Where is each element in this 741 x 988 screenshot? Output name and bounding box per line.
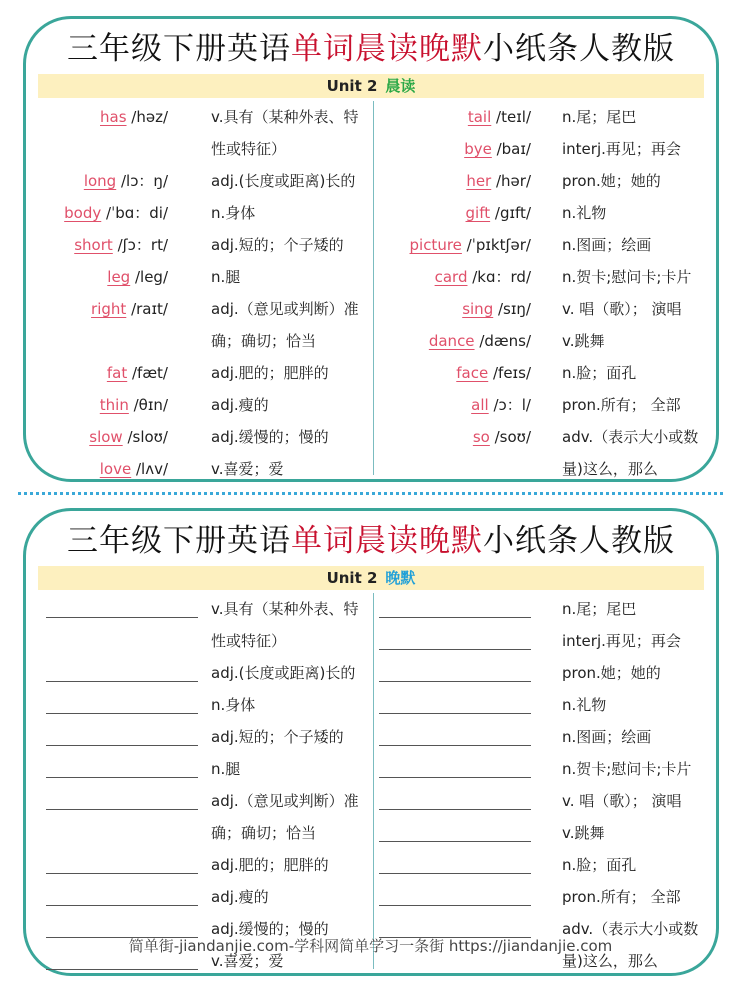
answer-blank[interactable] xyxy=(379,905,531,907)
phonetic: /lʌv/ xyxy=(131,460,168,478)
phonetic: /həz/ xyxy=(126,108,168,126)
meaning-text: n.图画；绘画 xyxy=(562,728,652,746)
unit-bar xyxy=(38,566,704,590)
phonetic: /gɪft/ xyxy=(490,204,531,222)
card-title: 三年级下册英语单词晨读晚默小纸条人教版 xyxy=(67,523,675,559)
phonetic: /leg/ xyxy=(130,268,168,286)
right-row xyxy=(26,325,716,357)
meaning-text: n.图画；绘画 xyxy=(562,236,652,254)
english-word: card xyxy=(434,268,468,286)
english-word: picture xyxy=(409,236,462,254)
meaning-text: adj.肥的；肥胖的 xyxy=(211,856,329,874)
word-entry xyxy=(26,165,531,197)
english-word: right xyxy=(91,300,127,318)
meaning-text: v. 唱（歌）； 演唱 xyxy=(562,792,682,810)
meaning-text: v.具有（某种外表、特 xyxy=(211,108,359,126)
unit-bar xyxy=(38,74,704,98)
english-word: so xyxy=(472,428,490,446)
mode-label: 晨读 xyxy=(385,77,416,95)
word-entry xyxy=(26,325,531,357)
phonetic: /kɑ：rd/ xyxy=(467,268,531,286)
word-entry xyxy=(26,421,531,453)
english-word: fat xyxy=(106,364,128,382)
meaning-text: adv.（表示大小或数 xyxy=(562,428,699,446)
english-word: has xyxy=(100,108,127,126)
phonetic: /ʃɔ：rt/ xyxy=(112,236,168,254)
word-entry xyxy=(26,293,531,325)
meaning-text: 性或特征） xyxy=(211,632,287,650)
answer-blank[interactable] xyxy=(379,777,531,779)
meaning-text: n.脸；面孔 xyxy=(562,856,637,874)
word-entry xyxy=(26,261,531,293)
english-word: long xyxy=(83,172,117,190)
meaning-text: pron.所有； 全部 xyxy=(562,888,681,906)
phonetic: /fæt/ xyxy=(127,364,168,382)
word-entry xyxy=(26,229,531,261)
meaning-text: n.腿 xyxy=(211,268,241,286)
phonetic: /baɪ/ xyxy=(491,140,531,158)
english-word: body xyxy=(64,204,102,222)
meaning-text: 性或特征） xyxy=(211,140,287,158)
meaning-text: 确；确切；恰当 xyxy=(211,824,317,842)
answer-blank[interactable] xyxy=(379,873,531,875)
word-entry xyxy=(26,389,531,421)
phonetic: /sɪŋ/ xyxy=(493,300,531,318)
meaning-text: n.腿 xyxy=(211,760,241,778)
phonetic: /lɔ：ŋ/ xyxy=(116,172,168,190)
right-row xyxy=(26,817,716,849)
answer-blank[interactable] xyxy=(379,617,531,619)
meaning-text: adv.（表示大小或数 xyxy=(562,920,699,938)
mode-label: 晚默 xyxy=(385,569,416,587)
english-word: short xyxy=(74,236,113,254)
meaning-text: v.跳舞 xyxy=(562,824,605,842)
right-row xyxy=(26,197,716,229)
answer-blank[interactable] xyxy=(379,681,531,683)
english-word: thin xyxy=(99,396,129,414)
morning-card xyxy=(23,16,719,482)
english-word: all xyxy=(471,396,489,414)
english-word: gift xyxy=(465,204,491,222)
english-word: sing xyxy=(462,300,494,318)
footer-watermark: 简单街-jiandanjie.com-学科网简单学习一条街 https://jiandanjie.com xyxy=(128,937,613,955)
english-word: tail xyxy=(467,108,492,126)
meaning-text: interj.再见；再会 xyxy=(562,632,681,650)
english-word: leg xyxy=(107,268,131,286)
meaning-text: n.贺卡;慰问卡;卡片 xyxy=(562,268,692,286)
meaning-text: interj.再见；再会 xyxy=(562,140,681,158)
english-word: slow xyxy=(89,428,123,446)
meaning-text: adj.(长度或距离)长的 xyxy=(211,664,356,682)
meaning-text: adj.瘦的 xyxy=(211,396,269,414)
meaning-text: n.尾；尾巴 xyxy=(562,600,637,618)
phonetic: /feɪs/ xyxy=(488,364,531,382)
answer-blank[interactable] xyxy=(379,713,531,715)
meaning-text: adj.缓慢的；慢的 xyxy=(211,920,329,938)
meaning-text: v.跳舞 xyxy=(562,332,605,350)
meaning-text: n.礼物 xyxy=(562,696,607,714)
word-entry xyxy=(26,197,531,229)
word-entry xyxy=(26,357,531,389)
card-title: 三年级下册英语单词晨读晚默小纸条人教版 xyxy=(67,31,675,67)
meaning-text: adj.短的；个子矮的 xyxy=(211,236,344,254)
phonetic: /θɪn/ xyxy=(128,396,168,414)
phonetic: /ˈpɪktʃər/ xyxy=(461,236,531,254)
meaning-text: n.身体 xyxy=(211,204,256,222)
meaning-text: adj.（意见或判断）准 xyxy=(211,300,359,318)
phonetic: /soʊ/ xyxy=(489,428,531,446)
meaning-text: pron.所有； 全部 xyxy=(562,396,681,414)
answer-blank[interactable] xyxy=(379,841,531,843)
meaning-text: v.喜爱；爱 xyxy=(211,952,284,970)
meaning-text: pron.她；她的 xyxy=(562,172,661,190)
answer-blank[interactable] xyxy=(379,649,531,651)
cut-line xyxy=(18,492,723,495)
unit-label: Unit 2 xyxy=(326,569,378,587)
meaning-text: v.喜爱；爱 xyxy=(211,460,284,478)
answer-blank[interactable] xyxy=(46,969,198,971)
phonetic: /dæns/ xyxy=(474,332,531,350)
meaning-text: pron.她；她的 xyxy=(562,664,661,682)
meaning-text: v. 唱（歌）； 演唱 xyxy=(562,300,682,318)
meaning-text: n.贺卡;慰问卡;卡片 xyxy=(562,760,692,778)
right-row xyxy=(26,689,716,721)
phonetic: /teɪl/ xyxy=(491,108,531,126)
meaning-text: adj.（意见或判断）准 xyxy=(211,792,359,810)
word-entry xyxy=(26,101,531,133)
meaning-text: 确；确切；恰当 xyxy=(211,332,317,350)
english-word: her xyxy=(466,172,492,190)
phonetic: /ˈbɑ：di/ xyxy=(101,204,168,222)
answer-blank[interactable] xyxy=(379,745,531,747)
answer-blank[interactable] xyxy=(379,809,531,811)
meaning-text: n.礼物 xyxy=(562,204,607,222)
meaning-text: n.身体 xyxy=(211,696,256,714)
english-word: bye xyxy=(464,140,492,158)
word-entry xyxy=(26,453,168,485)
meaning-text: v.具有（某种外表、特 xyxy=(211,600,359,618)
meaning-text: n.尾；尾巴 xyxy=(562,108,637,126)
meaning-text: adj.短的；个子矮的 xyxy=(211,728,344,746)
phonetic: /hər/ xyxy=(491,172,531,190)
phonetic: /raɪt/ xyxy=(126,300,168,318)
meaning-text: 量)这么，那么 xyxy=(562,952,658,970)
english-word: face xyxy=(456,364,489,382)
meaning-text: adj.缓慢的；慢的 xyxy=(211,428,329,446)
word-entry xyxy=(26,133,531,165)
meaning-text: adj.瘦的 xyxy=(211,888,269,906)
unit-label: Unit 2 xyxy=(326,77,378,95)
evening-card xyxy=(23,508,719,976)
meaning-text: adj.肥的；肥胖的 xyxy=(211,364,329,382)
phonetic: /sloʊ/ xyxy=(122,428,168,446)
english-word: dance xyxy=(428,332,475,350)
meaning-text: 量)这么，那么 xyxy=(562,460,658,478)
phonetic: /ɔ：l/ xyxy=(488,396,531,414)
meaning-text: n.脸；面孔 xyxy=(562,364,637,382)
meaning-text: adj.(长度或距离)长的 xyxy=(211,172,356,190)
english-word: love xyxy=(99,460,132,478)
